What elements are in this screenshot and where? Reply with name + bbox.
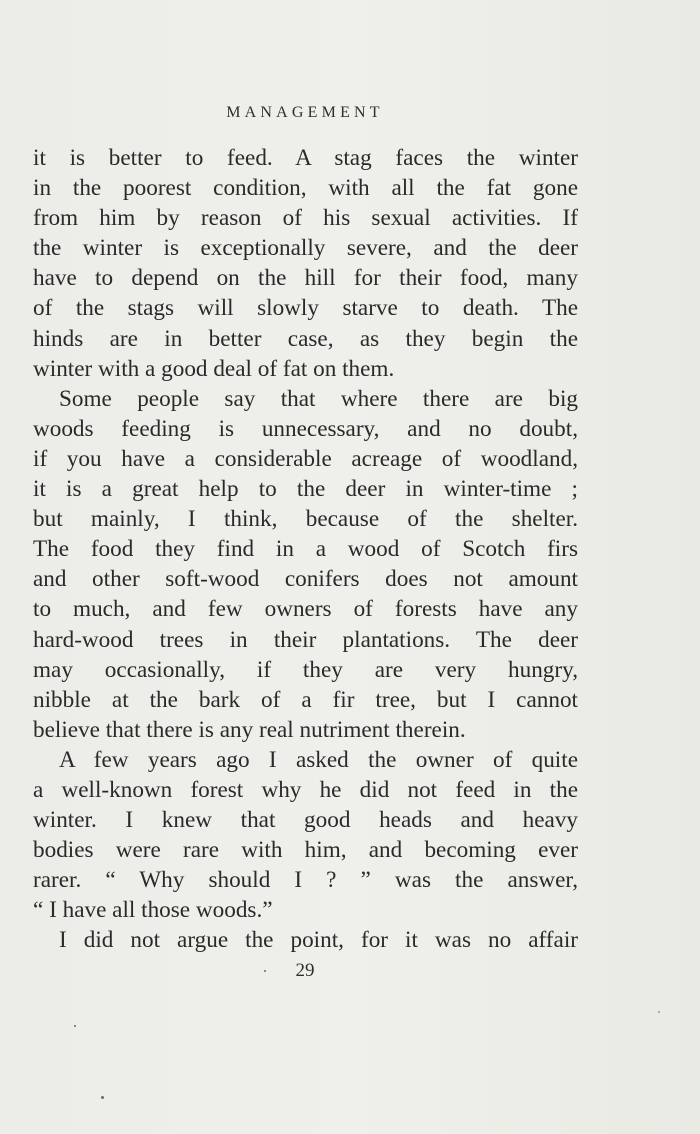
text-line: in the poorest condition, with all the fat gone <box>33 175 578 202</box>
text-line: if you have a considerable acreage of woodland, <box>33 445 578 472</box>
text-line: may occasionally, if they are very hungry, <box>33 656 578 683</box>
text-line: winter with a good deal of fat on them. <box>33 355 395 382</box>
text-line: bodies were rare with him, and becoming ever <box>33 837 578 864</box>
body-text <box>33 143 578 956</box>
page-number: 29 <box>295 960 315 981</box>
paper-speck <box>658 1011 660 1013</box>
text-line: “ I have all those woods.” <box>33 897 273 924</box>
text-line: a well-known forest why he did not feed in the <box>33 776 578 803</box>
text-line: from him by reason of his sexual activities. If <box>33 205 578 232</box>
text-line: to much, and few owners of forests have any <box>33 596 578 623</box>
text-line: woods feeding is unnecessary, and no doubt, <box>33 415 578 442</box>
text-line: nibble at the bark of a fir tree, but I cannot <box>33 686 578 713</box>
text-line: A few years ago I asked the owner of quite <box>59 746 578 773</box>
running-head: MANAGEMENT <box>226 104 384 121</box>
text-line: I did not argue the point, for it was no affair <box>59 927 578 954</box>
text-line: believe that there is any real nutriment therein. <box>33 716 466 743</box>
paper-speck <box>101 1096 104 1099</box>
text-line: but mainly, I think, because of the shelter. <box>33 506 578 533</box>
text-line: it is a great help to the deer in winter-time ; <box>33 476 578 503</box>
text-line: Some people say that where there are big <box>59 385 578 412</box>
text-line: of the stags will slowly starve to death. The <box>33 295 578 322</box>
text-line: rarer. “ Why should I ? ” was the answer, <box>33 867 578 894</box>
paper-speck <box>264 970 266 972</box>
text-line: have to depend on the hill for their food, many <box>33 265 578 292</box>
text-line: and other soft-wood conifers does not amount <box>33 566 578 593</box>
text-line: the winter is exceptionally severe, and the deer <box>33 235 578 262</box>
text-line: hinds are in better case, as they begin the <box>33 325 578 352</box>
text-line: it is better to feed. A stag faces the winter <box>33 145 578 171</box>
text-line: winter. I knew that good heads and heavy <box>33 807 578 834</box>
text-line: The food they find in a wood of Scotch firs <box>33 536 578 563</box>
paper-speck <box>74 1025 76 1027</box>
text-line: hard-wood trees in their plantations. The deer <box>33 626 578 653</box>
